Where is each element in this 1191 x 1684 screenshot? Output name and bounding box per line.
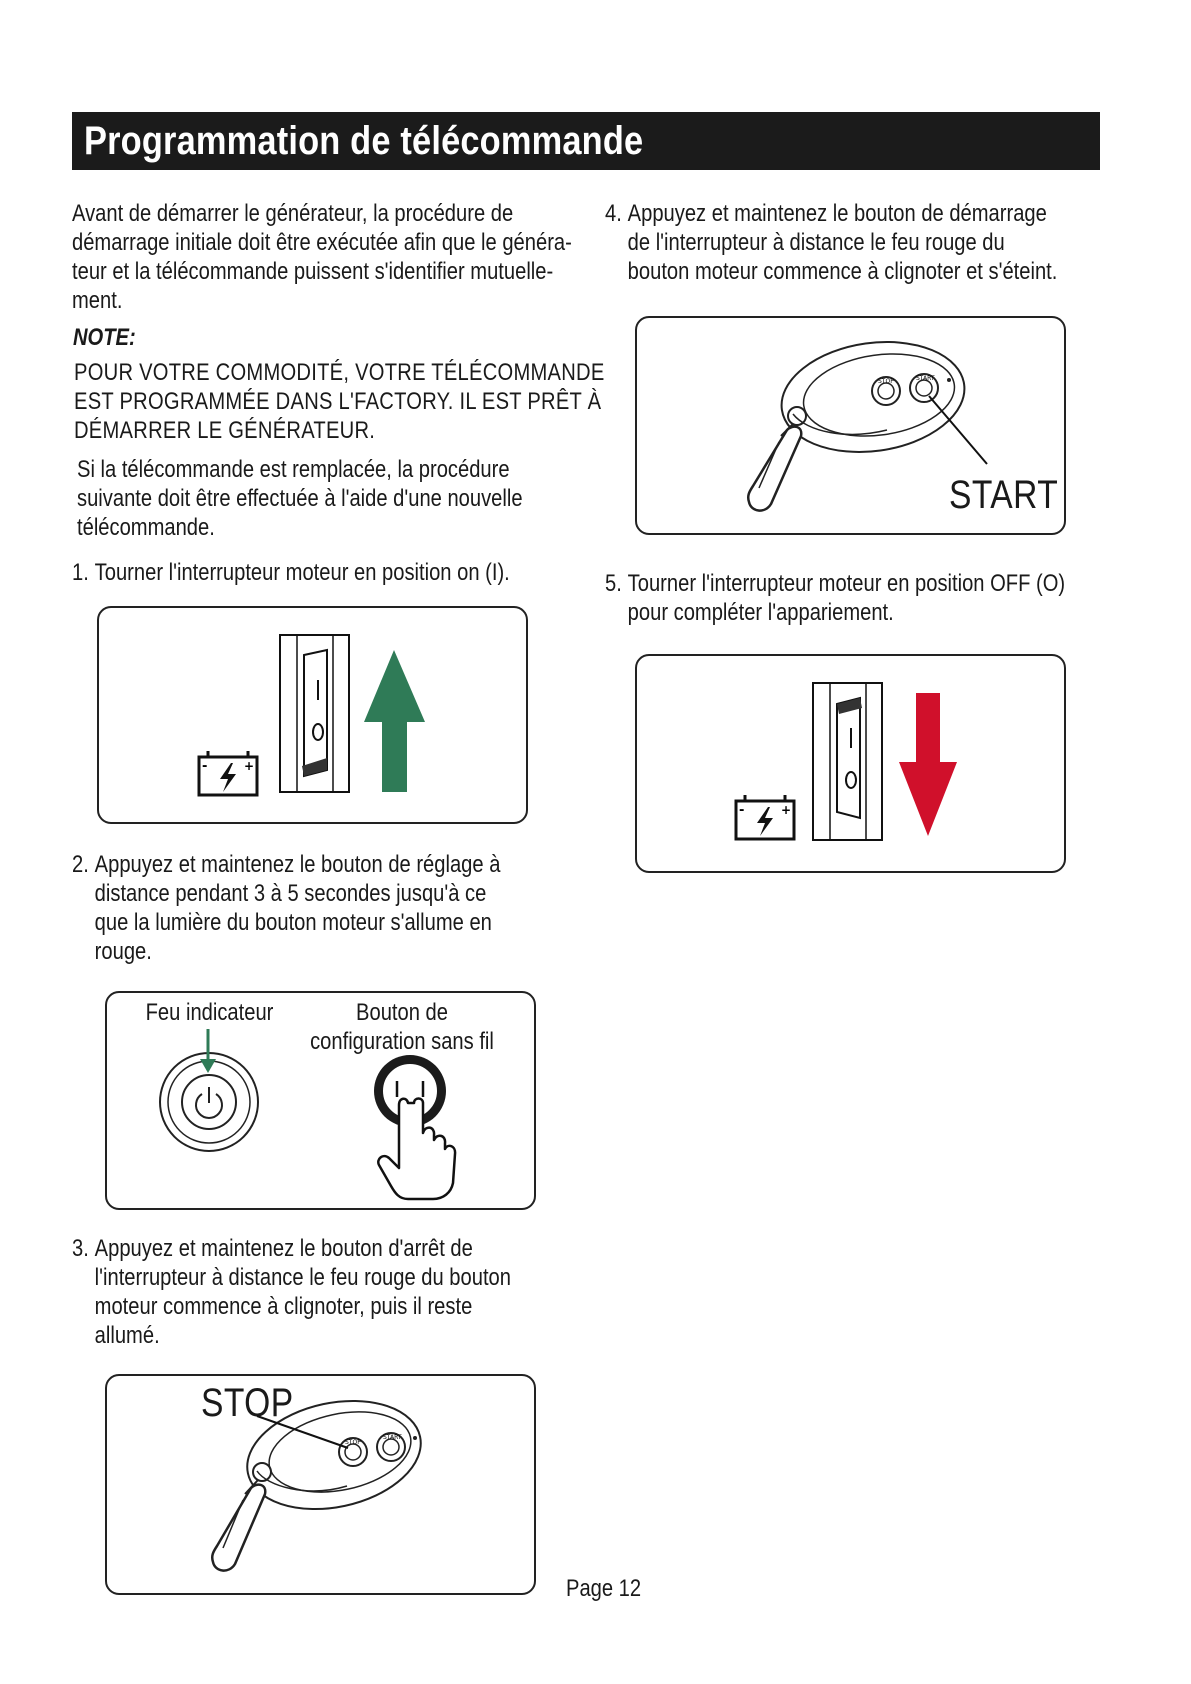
- step-line: l'interrupteur à distance le feu rouge du bouton: [94, 1264, 511, 1291]
- step-line: moteur commence à clignoter, puis il reste: [94, 1293, 473, 1320]
- step-number: 4.: [605, 200, 622, 227]
- replacement-paragraph: [77, 455, 523, 542]
- note-line: EST PROGRAMMÉE DANS L'FACTORY. IL EST PRÊT À: [74, 388, 602, 415]
- step-number: 3.: [72, 1235, 89, 1262]
- battery-icon: [736, 795, 794, 839]
- down-arrow: [899, 693, 957, 836]
- remote-start-text: START: [916, 375, 935, 382]
- config-label-line: configuration sans fil: [310, 1028, 494, 1055]
- indicator-label: Feu indicateur: [145, 999, 274, 1026]
- svg-text:-: -: [202, 759, 208, 774]
- step-2: [72, 850, 500, 966]
- stop-label: STOP: [201, 1381, 294, 1425]
- remote-control-icon: [748, 331, 987, 511]
- carabiner-icon: [212, 1485, 265, 1571]
- step-line: de l'interrupteur à distance le feu rouge du: [627, 229, 1005, 256]
- step-3: [72, 1234, 511, 1350]
- note-line: DÉMARRER LE GÉNÉRATEUR.: [74, 417, 376, 444]
- intro-line: démarrage initiale doit être exécutée afin que le généra-: [72, 229, 572, 256]
- page-title: Programmation de télécommande: [84, 119, 644, 163]
- remote-stop-text: STOP: [345, 1439, 361, 1446]
- step-5: [605, 569, 1065, 627]
- step-line: allumé.: [94, 1322, 160, 1349]
- figure-remote-stop: [105, 1374, 536, 1595]
- rocker-switch: [813, 683, 882, 840]
- rocker-switch: [280, 635, 349, 792]
- step-line: Tourner l'interrupteur moteur en position OFF (O): [627, 570, 1066, 597]
- intro-line: ment.: [72, 287, 123, 314]
- step-number: 1.: [72, 559, 89, 586]
- figure-switch-off: [635, 654, 1066, 873]
- step-line: Appuyez et maintenez le bouton de réglage à: [94, 851, 501, 878]
- note-label: NOTE:: [73, 324, 136, 351]
- svg-text:+: +: [781, 803, 792, 817]
- replace-line: Si la télécommande est remplacée, la procédure: [77, 456, 510, 483]
- step-4: [605, 199, 1057, 286]
- start-label: START: [949, 473, 1059, 517]
- note-line: POUR VOTRE COMMODITÉ, VOTRE TÉLÉCOMMANDE: [74, 359, 605, 386]
- step-line: Appuyez et maintenez le bouton d'arrêt de: [94, 1235, 473, 1262]
- battery-icon: [199, 751, 257, 795]
- step-1: [72, 558, 510, 587]
- intro-paragraph: [72, 199, 572, 315]
- svg-text:+: +: [244, 759, 255, 773]
- intro-line: Avant de démarrer le générateur, la procédure de: [72, 200, 514, 227]
- note-text: [74, 358, 605, 445]
- replace-line: télécommande.: [77, 514, 215, 541]
- step-line: bouton moteur commence à clignoter et s'éteint.: [627, 258, 1058, 285]
- carabiner-icon: [748, 427, 801, 511]
- remote-stop-text: STOP: [878, 378, 894, 385]
- config-label-line: Bouton de: [356, 999, 448, 1026]
- step-line: Appuyez et maintenez le bouton de démarrage: [627, 200, 1047, 227]
- figure-remote-start: [635, 316, 1066, 535]
- step-line: pour compléter l'appariement.: [627, 599, 894, 626]
- step-line: Tourner l'interrupteur moteur en position on (I).: [94, 559, 510, 586]
- up-arrow: [364, 650, 425, 792]
- step-line: que la lumière du bouton moteur s'allume en: [94, 909, 492, 936]
- remote-start-text: START: [383, 1434, 402, 1441]
- page-header: [72, 112, 1100, 170]
- step-line: rouge.: [94, 938, 152, 965]
- remote-control-icon: [212, 1386, 431, 1571]
- figure-buttons: [105, 991, 536, 1210]
- figure-switch-on: [97, 606, 528, 824]
- step-number: 5.: [605, 570, 622, 597]
- intro-line: teur et la télécommande puissent s'identifier mutuelle-: [72, 258, 554, 285]
- svg-text:-: -: [739, 803, 745, 818]
- replace-line: suivante doit être effectuée à l'aide d'une nouvelle: [77, 485, 523, 512]
- step-line: distance pendant 3 à 5 secondes jusqu'à ce: [94, 880, 487, 907]
- step-number: 2.: [72, 851, 89, 878]
- page-number: Page 12: [566, 1575, 642, 1602]
